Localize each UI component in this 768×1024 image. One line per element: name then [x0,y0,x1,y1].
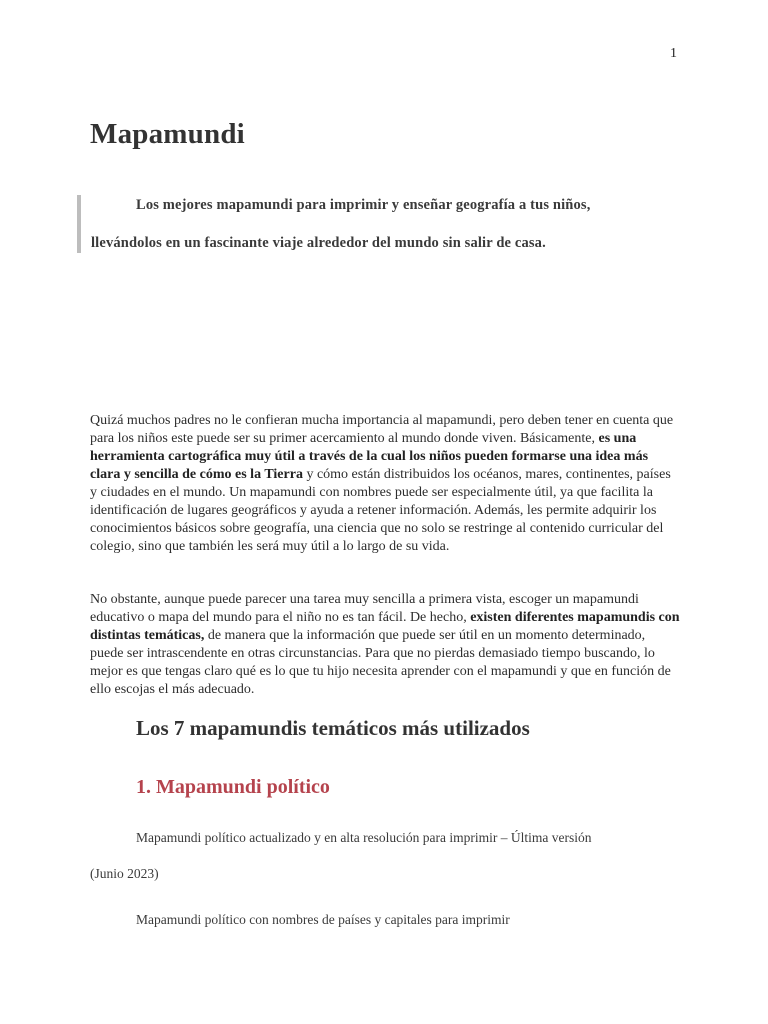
body-paragraph-1 [90,412,680,556]
intro-blockquote [77,195,701,253]
section-heading: Los 7 mapamundis temáticos más utilizados [136,716,530,740]
list-item-political-map-line-1: Mapamundi político actualizado y en alta resolución para imprimir – Última versión [136,830,592,845]
paragraph-2-text-b: de manera que la información que puede ser útil en un momento determinado, puede ser intrascendente en otras circunstancias. Para que no pierdas demasiado tiempo buscando, lo mejor es que tengas claro qué es lo que tu hijo necesita aprender con el mapamundi y que en función de ello escojas el más adecuado. [90,628,671,697]
quote-line-2: llevándolos en un fascinante viaje alrededor del mundo sin salir de casa. [91,235,546,251]
paragraph-1-bold: es una herramienta cartográfica muy útil a través de la cual los niños pueden formarse una idea más clara y sencilla de cómo es la Tierra [90,431,649,482]
paragraph-1-text-a: Quizá muchos padres no le confieran mucha importancia al mapamundi, pero deben tener en cuenta que para los niños este puede ser su primer acercamiento al mundo donde viven. Básicamente, [90,413,674,446]
body-paragraph-2 [90,591,680,699]
paragraph-2-text-a: No obstante, aunque puede parecer una tarea muy sencilla a primera vista, escoger un mapamundi educativo o mapa del mundo para el niño no es tan fácil. De hecho, [90,592,639,625]
sub-heading-political-map: 1. Mapamundi político [136,776,330,798]
quote-line-1: Los mejores mapamundi para imprimir y enseñar geografía a tus niños, [136,197,591,213]
paragraph-2-bold: existen diferentes mapamundis con distintas temáticas, [90,610,680,643]
paragraph-1-text-b: y cómo están distribuidos los océanos, mares, continentes, países y ciudades en el mundo. Un mapamundi con nombres puede ser especialmente útil, ya que facilita la identificación de lugares geográficos y ayuda a retener información. Además, les permite adquirir los conocimientos básicos sobre geografía, una ciencia que no solo se restringe al contenido curricular del colegio, sino que también les será muy útil a lo largo de su vida. [90,467,671,554]
page-number: 1 [670,46,677,61]
document-title: Mapamundi [90,118,245,150]
list-item-political-map-line-2: (Junio 2023) [90,866,159,881]
list-item-political-map-capitals: Mapamundi político con nombres de países y capitales para imprimir [136,912,510,927]
